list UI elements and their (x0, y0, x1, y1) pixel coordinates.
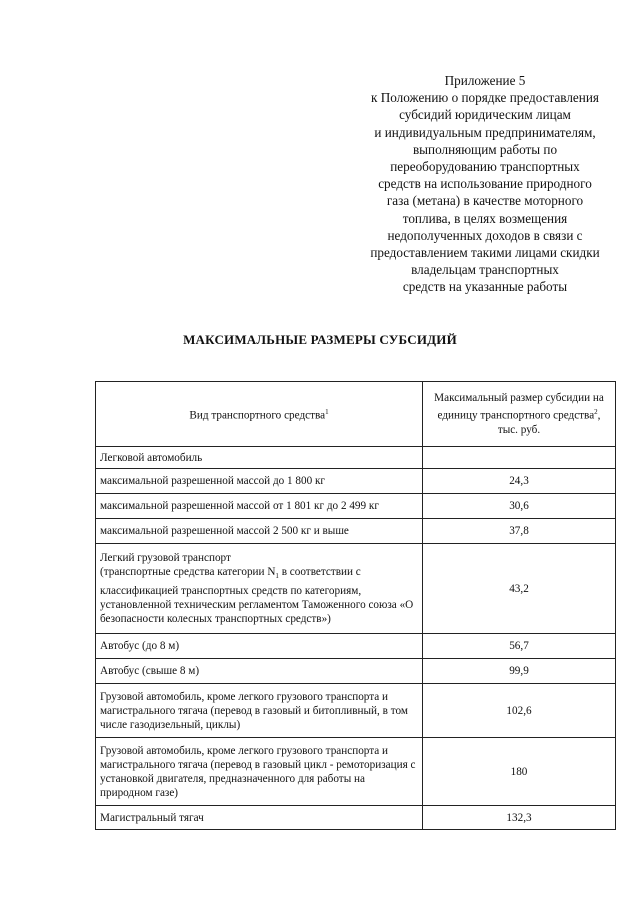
vehicle-type-cell: Автобус (до 8 м) (96, 634, 423, 659)
category-subscript: 1 (275, 572, 279, 581)
appendix-line: к Положению о порядке предоставления (371, 90, 599, 106)
appendix-line: предоставлением такими лицами скидки (370, 245, 600, 261)
vehicle-type-cell: максимальной разрешенной массой от 1 801 кг до 2 499 кг (96, 494, 423, 519)
table-row (96, 544, 616, 634)
subsidy-value-cell: 102,6 (423, 684, 616, 738)
vehicle-type-cell: максимальной разрешенной массой до 1 800 кг (96, 469, 423, 494)
subsidy-value-cell: 43,2 (423, 544, 616, 634)
vehicle-type-cell: Грузовой автомобиль, кроме легкого грузового транспорта и магистрального тягача (перевод в газовый цикл - ремоторизация с установкой двигателя, предназначенного для работы на природном газе) (96, 738, 423, 806)
subsidy-value-cell: 56,7 (423, 634, 616, 659)
vehicle-type-cell (96, 544, 423, 634)
appendix-line: владельцам транспортных (411, 262, 559, 278)
header-vehicle-type (96, 382, 423, 447)
appendix-line: газа (метана) в качестве моторного (386, 193, 584, 209)
table-row (96, 469, 616, 494)
appendix-line: топлива, в целях возмещения (402, 210, 568, 226)
appendix-line: Приложение 5 (444, 73, 526, 88)
vehicle-type-cell: Автобус (свыше 8 м) (96, 659, 423, 684)
table-row (96, 659, 616, 684)
subsidy-value-cell: 30,6 (423, 494, 616, 519)
subsidy-value-cell: 37,8 (423, 519, 616, 544)
vehicle-type-text: Легкий грузовой транспорт (транспортные средства категории N (100, 552, 276, 579)
header-vehicle-type-text: Вид транспортного средства (189, 409, 326, 422)
subsidy-value-cell: 24,3 (423, 469, 616, 494)
table-row (96, 494, 616, 519)
subsidy-value-cell (423, 447, 616, 469)
table-row (96, 806, 616, 830)
table-row (96, 634, 616, 659)
header-unit: , тыс. руб. (497, 409, 601, 436)
vehicle-type-cell: Магистральный тягач (96, 806, 423, 830)
appendix-line: средств на использование природного (378, 176, 592, 192)
appendix-line: переоборудованию транспортных (390, 159, 580, 175)
appendix-note (330, 72, 640, 296)
document-title: МАКСИМАЛЬНЫЕ РАЗМЕРЫ СУБСИДИЙ (183, 332, 457, 347)
vehicle-type-cell: Легковой автомобиль (96, 447, 423, 469)
footnote-marker: 1 (325, 408, 329, 417)
table-header-row (96, 382, 616, 447)
header-max-subsidy (423, 382, 616, 447)
vehicle-type-cell: максимальной разрешенной массой 2 500 кг и выше (96, 519, 423, 544)
table-row (96, 519, 616, 544)
appendix-line: средств на указанные работы (402, 279, 568, 295)
vehicle-type-text-rest: в соответствии с классификацией транспортных средств по категориям, установленной техническим регламентом Таможенного союза «О безопасности колесных транспортных средств») (100, 566, 414, 625)
table-row (96, 684, 616, 738)
subsidy-table (95, 381, 616, 830)
appendix-line: недополученных доходов в связи с (387, 227, 583, 243)
footnote-marker: 2 (594, 408, 598, 417)
vehicle-type-cell: Грузовой автомобиль, кроме легкого грузового транспорта и магистрального тягача (перевод в газовый и битопливный, в том числе газодизельный, циклы) (96, 684, 423, 738)
appendix-line: и индивидуальным предпринимателям, (374, 124, 596, 140)
header-max-subsidy-text: Максимальный размер субсидии на единицу транспортного средства (434, 392, 604, 422)
subsidy-value-cell: 132,3 (423, 806, 616, 830)
appendix-line: субсидий юридическим лицам (399, 107, 571, 123)
table-row (96, 738, 616, 806)
table-row (96, 447, 616, 469)
subsidy-value-cell: 99,9 (423, 659, 616, 684)
subsidy-value-cell: 180 (423, 738, 616, 806)
appendix-line: выполняющим работы по (412, 141, 558, 157)
